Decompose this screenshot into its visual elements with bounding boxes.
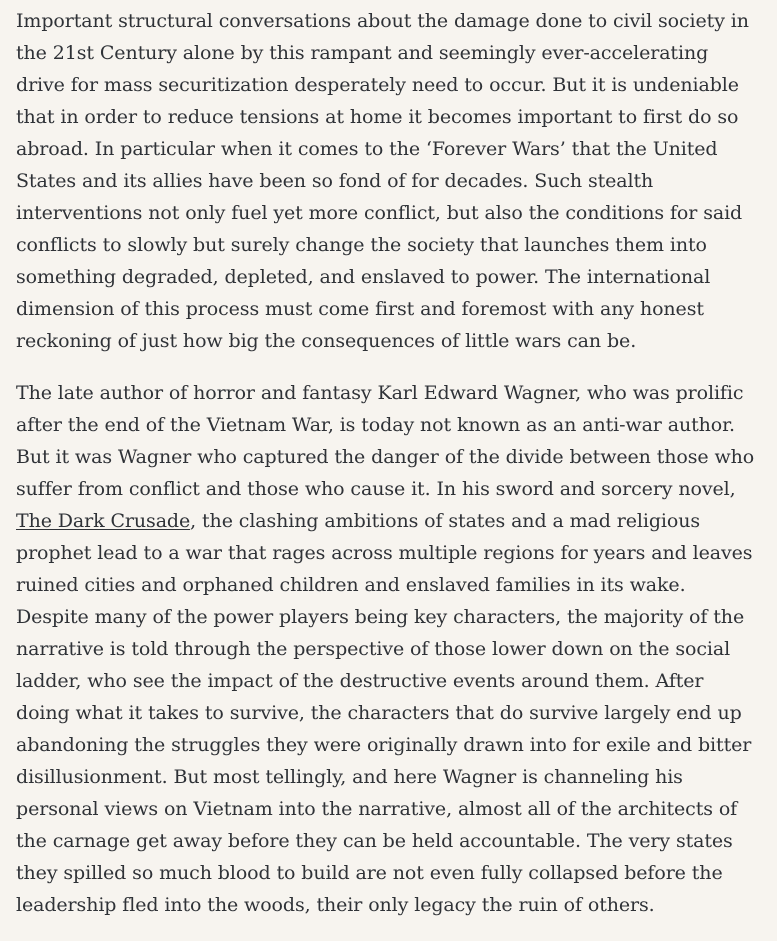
- paragraph-2-text-after-link: , the clashing ambitions of states and a mad religious prophet lead to a war that rages across multiple regions for years and leaves ruined cities and orphaned children and enslaved families in its wake. Despite many of the power players being key characters, the majority of the narrative is told through the perspective of those lower down on the social ladder, who see the impact of the destructive events around them. After doing what it takes to survive, the characters that do survive largely end up abandoning the struggles they were originally drawn into for exile and bitter disillusionment. But most tellingly, and here Wagner is channeling his personal views on Vietnam into the narrative, almost all of the architects of the carnage get away before they can be held accountable. The very states they spilled so much blood to build are not even fully collapsed before the leadership fled into the woods, their only legacy the ruin of others.: [16, 510, 753, 916]
- paragraph-2-text-before-link: The late author of horror and fantasy Karl Edward Wagner, who was prolific after the end of the Vietnam War, is today not known as an anti-war author. But it was Wagner who captured the danger of the divide between those who suffer from conflict and those who cause it. In his sword and sorcery novel,: [16, 382, 755, 500]
- the-dark-crusade-link[interactable]: The Dark Crusade: [16, 510, 191, 532]
- article-paragraph-1: Important structural conversations about the damage done to civil society in the 21st Century alone by this rampant and seemingly ever-accelerating drive for mass securitization desperately need to occur. But it is undeniable that in order to reduce tensions at home it becomes important to first do so abroad. In particular when it comes to the ‘Forever Wars’ that the United States and its allies have been so fond of for decades. Such stealth interventions not only fuel yet more conflict, but also the conditions for said conflicts to slowly but surely change the society that launches them into something degraded, depleted, and enslaved to power. The international dimension of this process must come first and foremost with any honest reckoning of just how big the consequences of little wars can be.: [16, 10, 749, 352]
- article-paragraph-2: [16, 377, 756, 921]
- article-body: [16, 5, 756, 941]
